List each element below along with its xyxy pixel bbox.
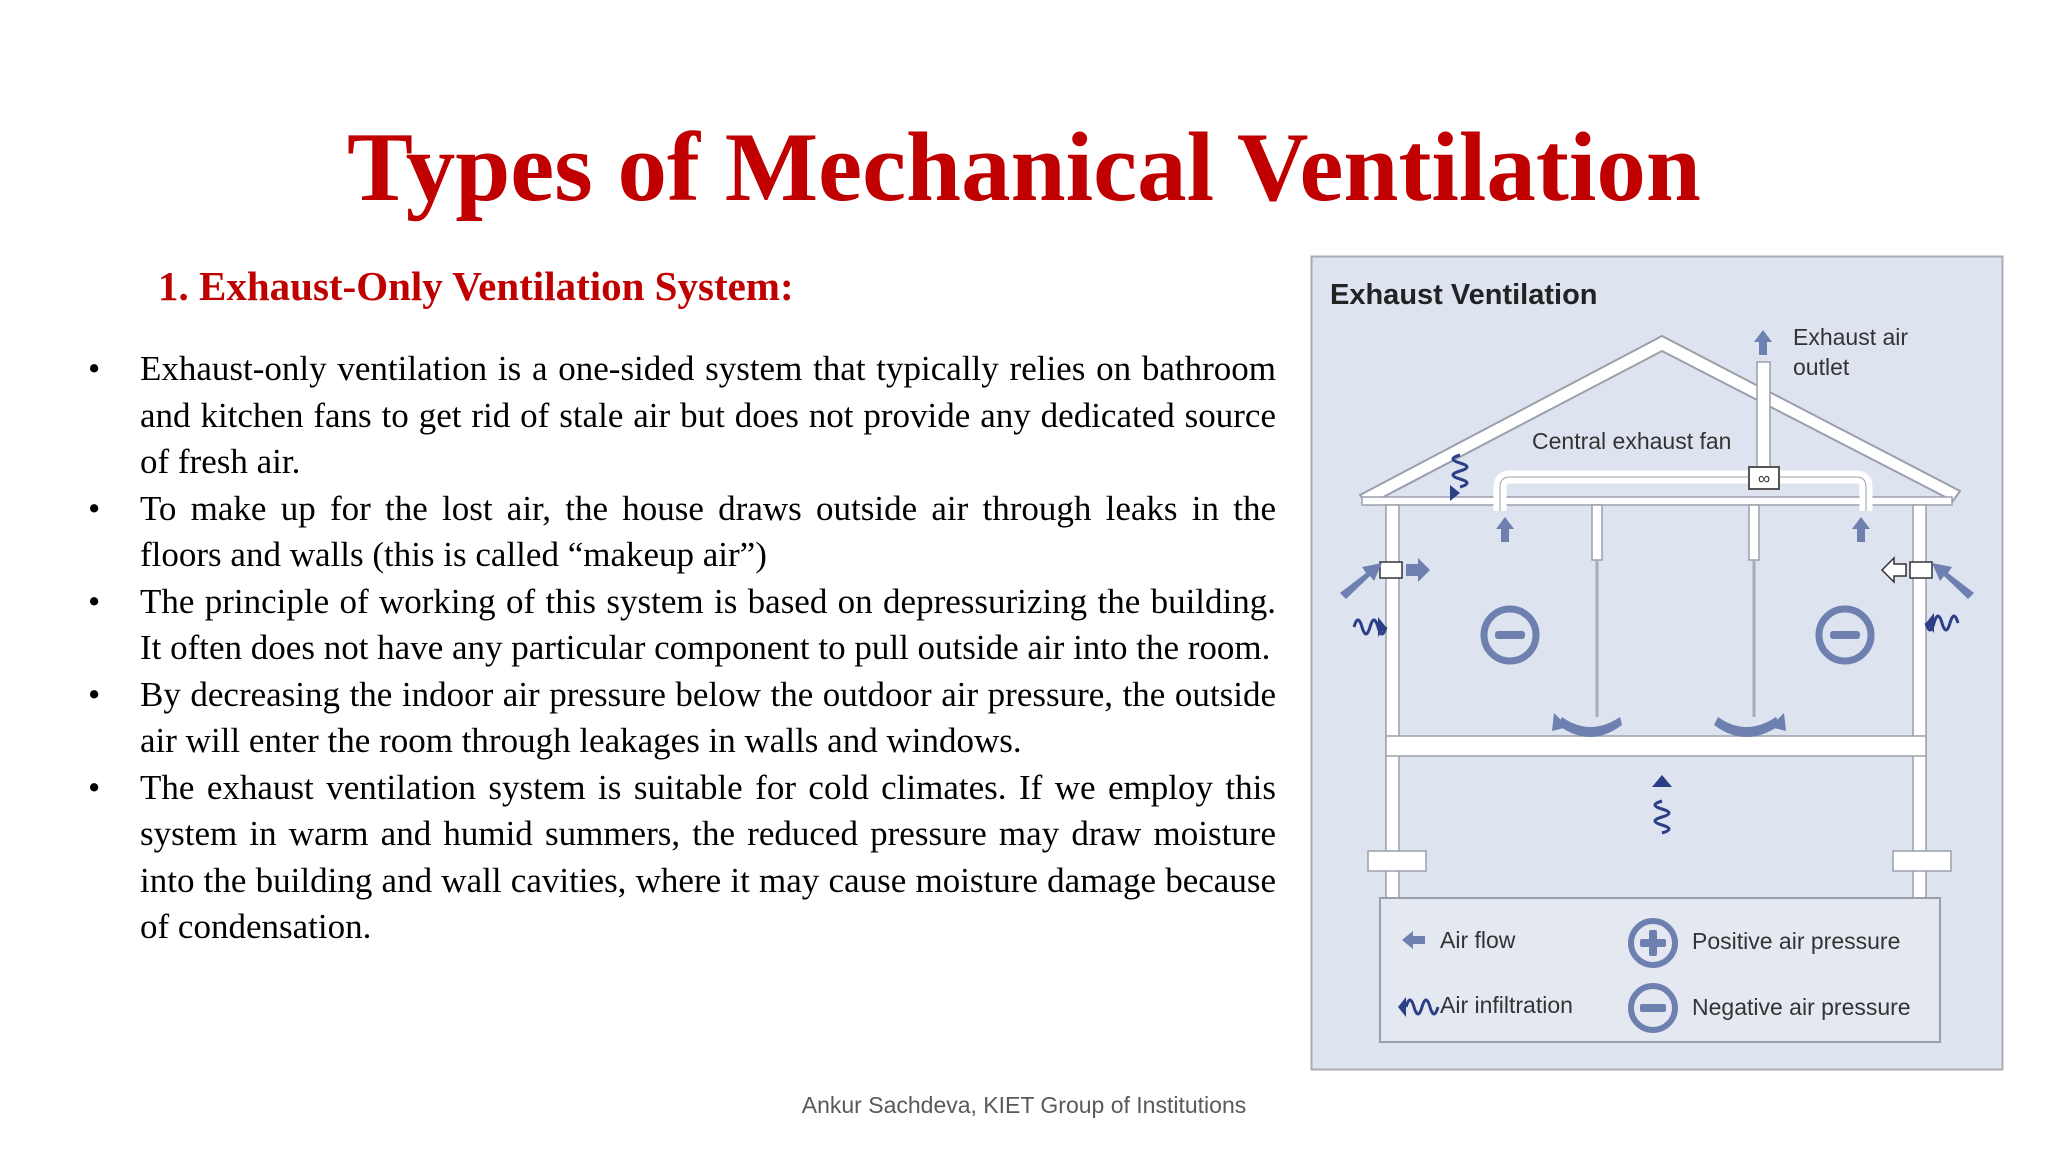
footing-right bbox=[1893, 851, 1951, 871]
bullet-item bbox=[86, 346, 1276, 486]
bullet-dot-icon: • bbox=[88, 349, 101, 388]
bullet-text: Exhaust-only ventilation is a one-sided system that typically relies on bathroom and kitchen fans to get rid of stale air but does not provide any dedicated source of fresh air. bbox=[140, 349, 1276, 481]
fan-symbol-icon: ∞ bbox=[1757, 469, 1771, 488]
diagram-title: Exhaust Ventilation bbox=[1330, 279, 1598, 311]
footing-left bbox=[1368, 851, 1426, 871]
bullet-item bbox=[86, 486, 1276, 579]
bullet-dot-icon: • bbox=[88, 581, 101, 621]
air-infiltration-legend-label: Air infiltration bbox=[1440, 992, 1573, 1018]
bullet-dot-icon: • bbox=[88, 767, 101, 807]
bullet-text: The principle of working of this system is based on depressurizing the building. It often does not have any particular component to pull outside air into the room. bbox=[140, 581, 1276, 667]
section-number: 1 bbox=[158, 263, 179, 309]
bullet-text: By decreasing the indoor air pressure below the outdoor air pressure, the outside air will enter the room through leakages in walls and windows. bbox=[140, 674, 1276, 760]
negative-pressure-legend-label: Negative air pressure bbox=[1692, 994, 1911, 1020]
bullet-text: To make up for the lost air, the house draws outside air through leaks in the floors and walls (this is called “makeup air”) bbox=[140, 488, 1276, 574]
air-flow-legend-label: Air flow bbox=[1440, 927, 1516, 953]
right-wall-vent bbox=[1910, 562, 1932, 578]
section-heading bbox=[158, 264, 794, 309]
right-exhaust-pipe bbox=[1749, 505, 1759, 560]
bullet-dot-icon: • bbox=[88, 488, 101, 528]
bullet-item bbox=[86, 579, 1276, 672]
bullet-text: The exhaust ventilation system is suitable for cold climates. If we employ this system in warm and humid summers, the reduced pressure may draw moisture into the building and wall cavities, where it may cause moisture damage because of condensation. bbox=[140, 767, 1276, 946]
exhaust-outlet-label-line2: outlet bbox=[1793, 354, 1850, 380]
section-heading-text: . Exhaust-Only Ventilation System: bbox=[178, 263, 794, 309]
exhaust-outlet-label-line1: Exhaust air bbox=[1793, 324, 1909, 350]
central-exhaust-fan-label: Central exhaust fan bbox=[1532, 428, 1732, 454]
bullet-item bbox=[86, 672, 1276, 765]
footer-credit: Ankur Sachdeva, KIET Group of Institutions bbox=[801, 1092, 1247, 1118]
bullet-dot-icon: • bbox=[88, 674, 101, 714]
slide-title: Types of Mechanical Ventilation bbox=[347, 113, 1701, 222]
left-exhaust-pipe bbox=[1592, 505, 1602, 560]
house-floor bbox=[1386, 736, 1926, 756]
bullet-list bbox=[86, 346, 1276, 951]
left-wall-vent bbox=[1380, 562, 1402, 578]
positive-pressure-legend-label: Positive air pressure bbox=[1692, 928, 1901, 954]
bullet-item bbox=[86, 765, 1276, 951]
exhaust-ventilation-diagram bbox=[1310, 255, 2004, 1071]
